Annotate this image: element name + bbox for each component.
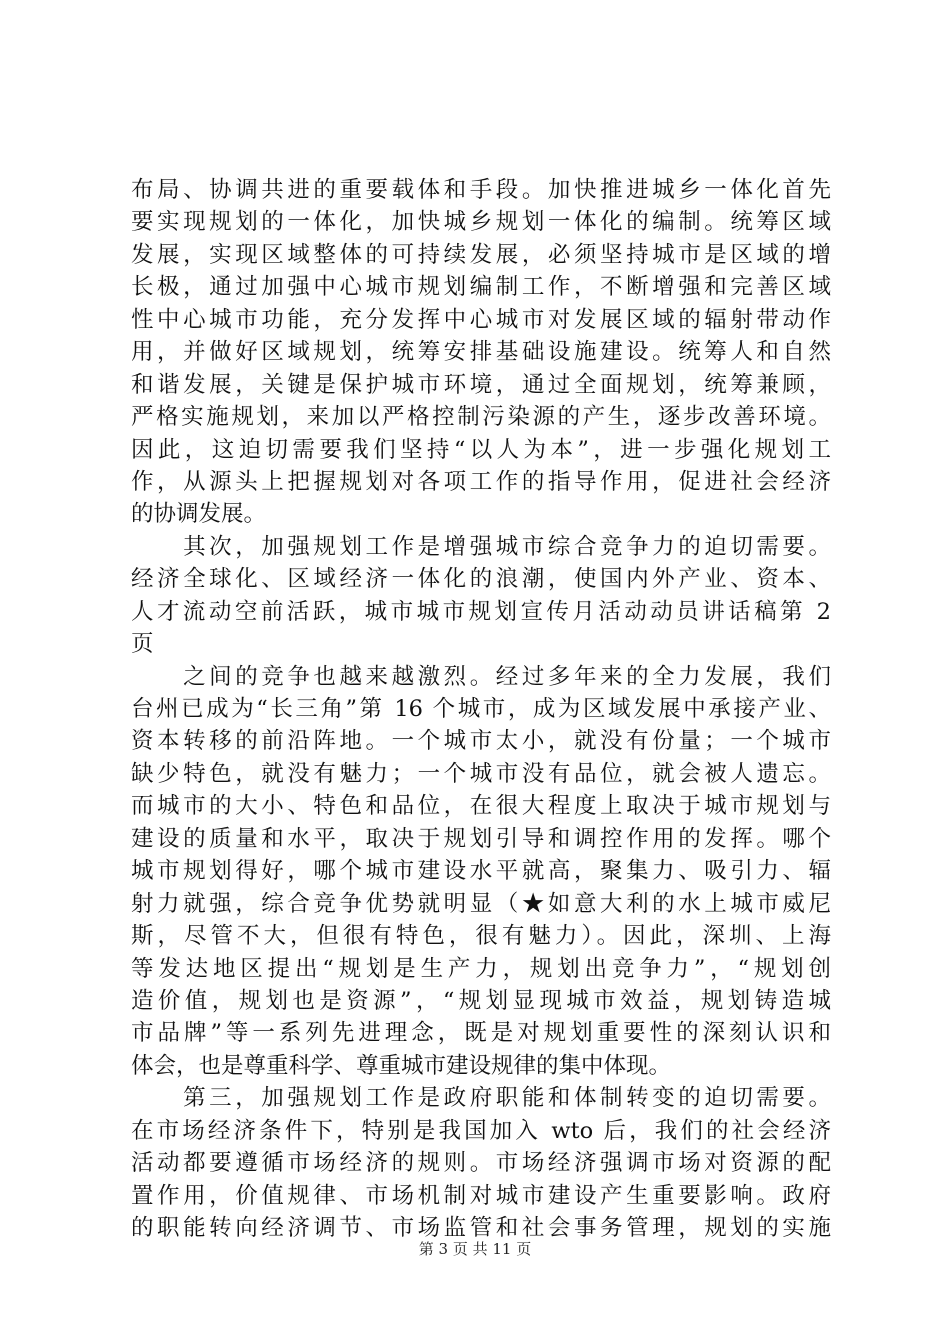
text-line: 资本转移的前沿阵地。一个城市太小，就没有份量；一个城市 — [131, 728, 831, 755]
text-line: 的协调发展。 — [131, 501, 267, 528]
text-line: 射力就强，综合竞争优势就明显（★如意大利的水上城市威尼 — [131, 890, 831, 917]
text-line: 其次，加强规划工作是增强城市综合竞争力的迫切需要。 — [131, 533, 831, 560]
text-line: 活动都要遵循市场经济的规则。市场经济强调市场对资源的配 — [131, 1150, 831, 1177]
document-body — [131, 174, 831, 1244]
text-line: 城市规划得好，哪个城市建设水平就高，聚集力、吸引力、辐 — [131, 858, 831, 885]
page-number-footer: 第 3 页 共 11 页 — [418, 1240, 532, 1258]
text-line: 体会，也是尊重科学、尊重城市建设规律的集中体现。 — [131, 1052, 672, 1079]
text-line: 台州已成为“长三角”第 16 个城市，成为区域发展中承接产业、 — [131, 696, 831, 722]
text-line: 的职能转向经济调节、市场监管和社会事务管理，规划的实施 — [131, 1215, 831, 1241]
text-line: 和谐发展，关键是保护城市环境，通过全面规划，统筹兼顾， — [131, 371, 831, 398]
text-line: 斯，尽管不大，但很有特色，很有魅力）。因此，深圳、上海 — [131, 923, 831, 950]
text-line: 缺少特色，就没有魅力；一个城市没有品位，就会被人遗忘。 — [131, 760, 831, 787]
text-line: 置作用，价值规律、市场机制对城市建设产生重要影响。政府 — [131, 1182, 831, 1209]
text-line: 作，从源头上把握规划对各项工作的指导作用，促进社会经济 — [131, 468, 831, 495]
text-line: 人才流动空前活跃，城市城市规划宣传月活动动员讲话稿第 2 — [131, 598, 831, 625]
text-line: 布局、协调共进的重要载体和手段。加快推进城乡一体化首先 — [131, 177, 831, 203]
text-line: 因此，这迫切需要我们坚持“以人为本”，进一步强化规划工 — [131, 436, 831, 463]
text-line: 之间的竞争也越来越激烈。经过多年来的全力发展，我们 — [131, 663, 831, 690]
text-line: 要实现规划的一体化，加快城乡规划一体化的编制。统筹区域 — [131, 209, 831, 236]
text-line: 页 — [131, 631, 154, 658]
text-line: 严格实施规划，来加以严格控制污染源的产生，逐步改善环境。 — [131, 404, 831, 431]
text-line: 发展，实现区域整体的可持续发展，必须坚持城市是区域的增 — [131, 241, 831, 268]
text-line: 性中心城市功能，充分发挥中心城市对发展区域的辐射带动作 — [131, 306, 831, 333]
text-line: 用，并做好区域规划，统筹安排基础设施建设。统筹人和自然 — [131, 339, 831, 366]
text-line: 在市场经济条件下，特别是我国加入 wto 后，我们的社会经济 — [131, 1117, 831, 1144]
text-line: 建设的质量和水平，取决于规划引导和调控作用的发挥。哪个 — [131, 825, 831, 852]
text-line: 市品牌”等一系列先进理念，既是对规划重要性的深刻认识和 — [131, 1020, 831, 1047]
text-line: 而城市的大小、特色和品位，在很大程度上取决于城市规划与 — [131, 793, 831, 820]
text-line: 经济全球化、区域经济一体化的浪潮，使国内外产业、资本、 — [131, 566, 831, 593]
text-line: 长极，通过加强中心城市规划编制工作，不断增强和完善区域 — [131, 274, 831, 301]
text-line: 造价值，规划也是资源”，“规划显现城市效益，规划铸造城 — [131, 987, 831, 1014]
text-line: 等发达地区提出“规划是生产力，规划出竞争力”，“规划创 — [131, 955, 831, 982]
text-line: 第三，加强规划工作是政府职能和体制转变的迫切需要。 — [131, 1085, 831, 1112]
